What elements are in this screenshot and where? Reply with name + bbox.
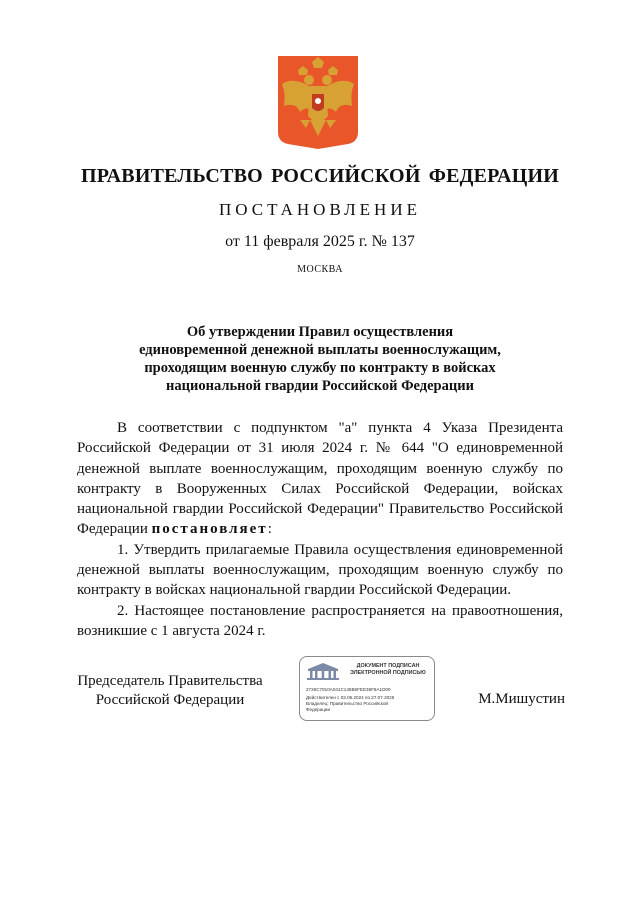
signer-title-line: Председатель Правительства xyxy=(77,673,263,689)
government-building-icon xyxy=(304,661,342,681)
document-title xyxy=(80,323,560,395)
resolves-word: постановляет xyxy=(151,521,268,538)
stamp-heading-line: ДОКУМЕНТ ПОДПИСАН xyxy=(356,663,420,669)
document-type: ПОСТАНОВЛЕНИЕ xyxy=(218,200,421,219)
signer-title xyxy=(70,672,270,710)
electronic-signature-stamp xyxy=(299,656,435,721)
stamp-validity: Действителен с 03.05.2024 по 27.07.2025 xyxy=(306,695,395,700)
preamble-text: В соответствии с подпунктом "а" пункта 4 Указа Президента Российской Федерации от 31 июля 2024 г. № 644 "О единовременной денежной выплате военнослужащим, проходящим военную службу по контракту в Вооруженных Силах Российской Федерации, войсках национальной гвардии Российской Федерации" Правительство Российской Федерации xyxy=(77,420,563,538)
stamp-owner: Владелец: Правительство Российской xyxy=(306,701,388,706)
document-title-line: проходящим военную службу по контракту в войсках xyxy=(144,360,496,376)
stamp-owner: Федерации xyxy=(306,707,331,712)
preamble-paragraph xyxy=(77,418,563,540)
coat-of-arms-icon xyxy=(276,54,360,150)
document-city: МОСКВА xyxy=(297,264,343,275)
document-date-number: от 11 февраля 2025 г. № 137 xyxy=(225,233,415,250)
item-2-paragraph: 2. Настоящее постановление распространяется на правоотношения, возникшие с 1 августа 2024 г. xyxy=(77,602,563,639)
item-1-paragraph: 1. Утвердить прилагаемые Правила осуществления единовременной денежной выплаты военнослужащим, проходящим военную службу по контракту в войсках национальной гвардии Российской Федерации. xyxy=(77,541,563,599)
preamble-colon: : xyxy=(267,521,272,538)
signer-title-line: Российской Федерации xyxy=(95,692,245,708)
signer-name: М.Мишустин xyxy=(478,691,565,707)
stamp-certificate: 2726C7910A041C145B6FEE36F8A1D09 xyxy=(306,687,391,692)
stamp-heading-line: ЭЛЕКТРОННОЙ ПОДПИСЬЮ xyxy=(350,670,426,676)
government-name: ПРАВИТЕЛЬСТВО РОССИЙСКОЙ ФЕДЕРАЦИИ xyxy=(81,165,559,187)
document-title-line: единовременной денежной выплаты военнослужащим, xyxy=(139,342,501,358)
document-title-line: Об утверждении Правил осуществления xyxy=(186,324,454,340)
document-title-line: национальной гвардии Российской Федерации xyxy=(166,378,474,394)
document-body xyxy=(77,418,563,641)
stamp-heading xyxy=(344,663,432,677)
